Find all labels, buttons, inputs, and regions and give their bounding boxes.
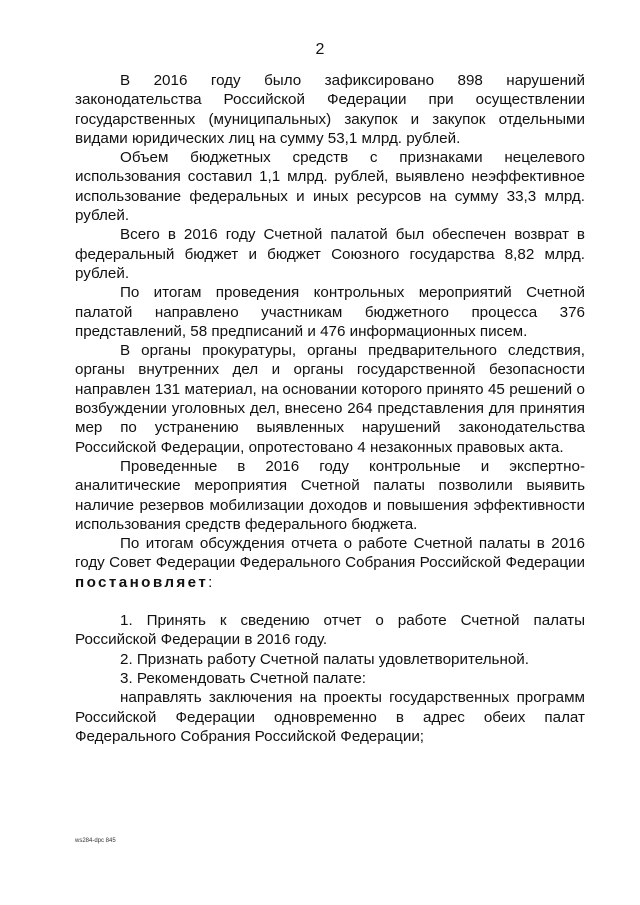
item-approve-work: 2. Признать работу Счетной палаты удовлетворительной.	[120, 650, 529, 668]
document-body	[75, 71, 585, 746]
item-accept-report: 1. Принять к сведению отчет о работе Счетной палаты Российской Федерации в 2016 году.	[75, 612, 585, 649]
paragraph-reserves: Проведенные в 2016 году контрольные и экспертно-аналитические мероприятия Счетной палаты позволили выявить наличие резервов мобилизации доходов и повышения эффективности использования средств федерального бюджета.	[75, 457, 585, 533]
paragraph-budget-funds: Объем бюджетных средств с признаками нецелевого использования составил 1,1 млрд. рублей, выявлено неэффективное использование федеральных и иных ресурсов на сумму 33,3 млрд. рублей.	[75, 149, 585, 225]
resolution-intro: По итогам обсуждения отчета о работе Счетной палаты в 2016 году Совет Федерации Федерального Собрания Российской Федерации	[75, 535, 585, 572]
paragraph-prosecution: В органы прокуратуры, органы предварительного следствия, органы внутренних дел и органы государственной безопасности направлен 131 материал, на основании которого принято 45 решений о возбуждении уголовных дел, внесено 264 представления для принятия мер по устранению выявленных нарушений законодательства Российской Федерации, опротестовано 4 незаконных правовых акта.	[75, 342, 585, 456]
item-recommend: 3. Рекомендовать Счетной палате:	[120, 669, 366, 687]
paragraph-refund: Всего в 2016 году Счетной палатой был обеспечен возврат в федеральный бюджет и бюджет Союзного государства 8,82 млрд. рублей.	[75, 226, 585, 282]
paragraph-violations: В 2016 году было зафиксировано 898 нарушений законодательства Российской Федерации при осуществлении государственных (муниципальных) закупок и закупок отдельными видами юридических лиц на сумму 53,1 млрд. рублей.	[75, 72, 585, 147]
resolution-word: постановляет	[75, 573, 209, 591]
item-send-conclusions: направлять заключения на проекты государственных программ Российской Федерации одновременно в адрес обеих палат Федерального Собрания Российской Федерации;	[75, 689, 585, 745]
page-number: 2	[315, 41, 325, 58]
spacer	[75, 592, 585, 611]
paragraph-control-measures: По итогам проведения контрольных мероприятий Счетной палатой направлено участникам бюджетного процесса 376 представлений, 58 предписаний и 476 информационных писем.	[75, 284, 585, 340]
resolution-colon: :	[208, 573, 213, 591]
resolution-paragraph	[75, 534, 585, 592]
footer-code: ws284-dpc 845	[75, 838, 116, 844]
